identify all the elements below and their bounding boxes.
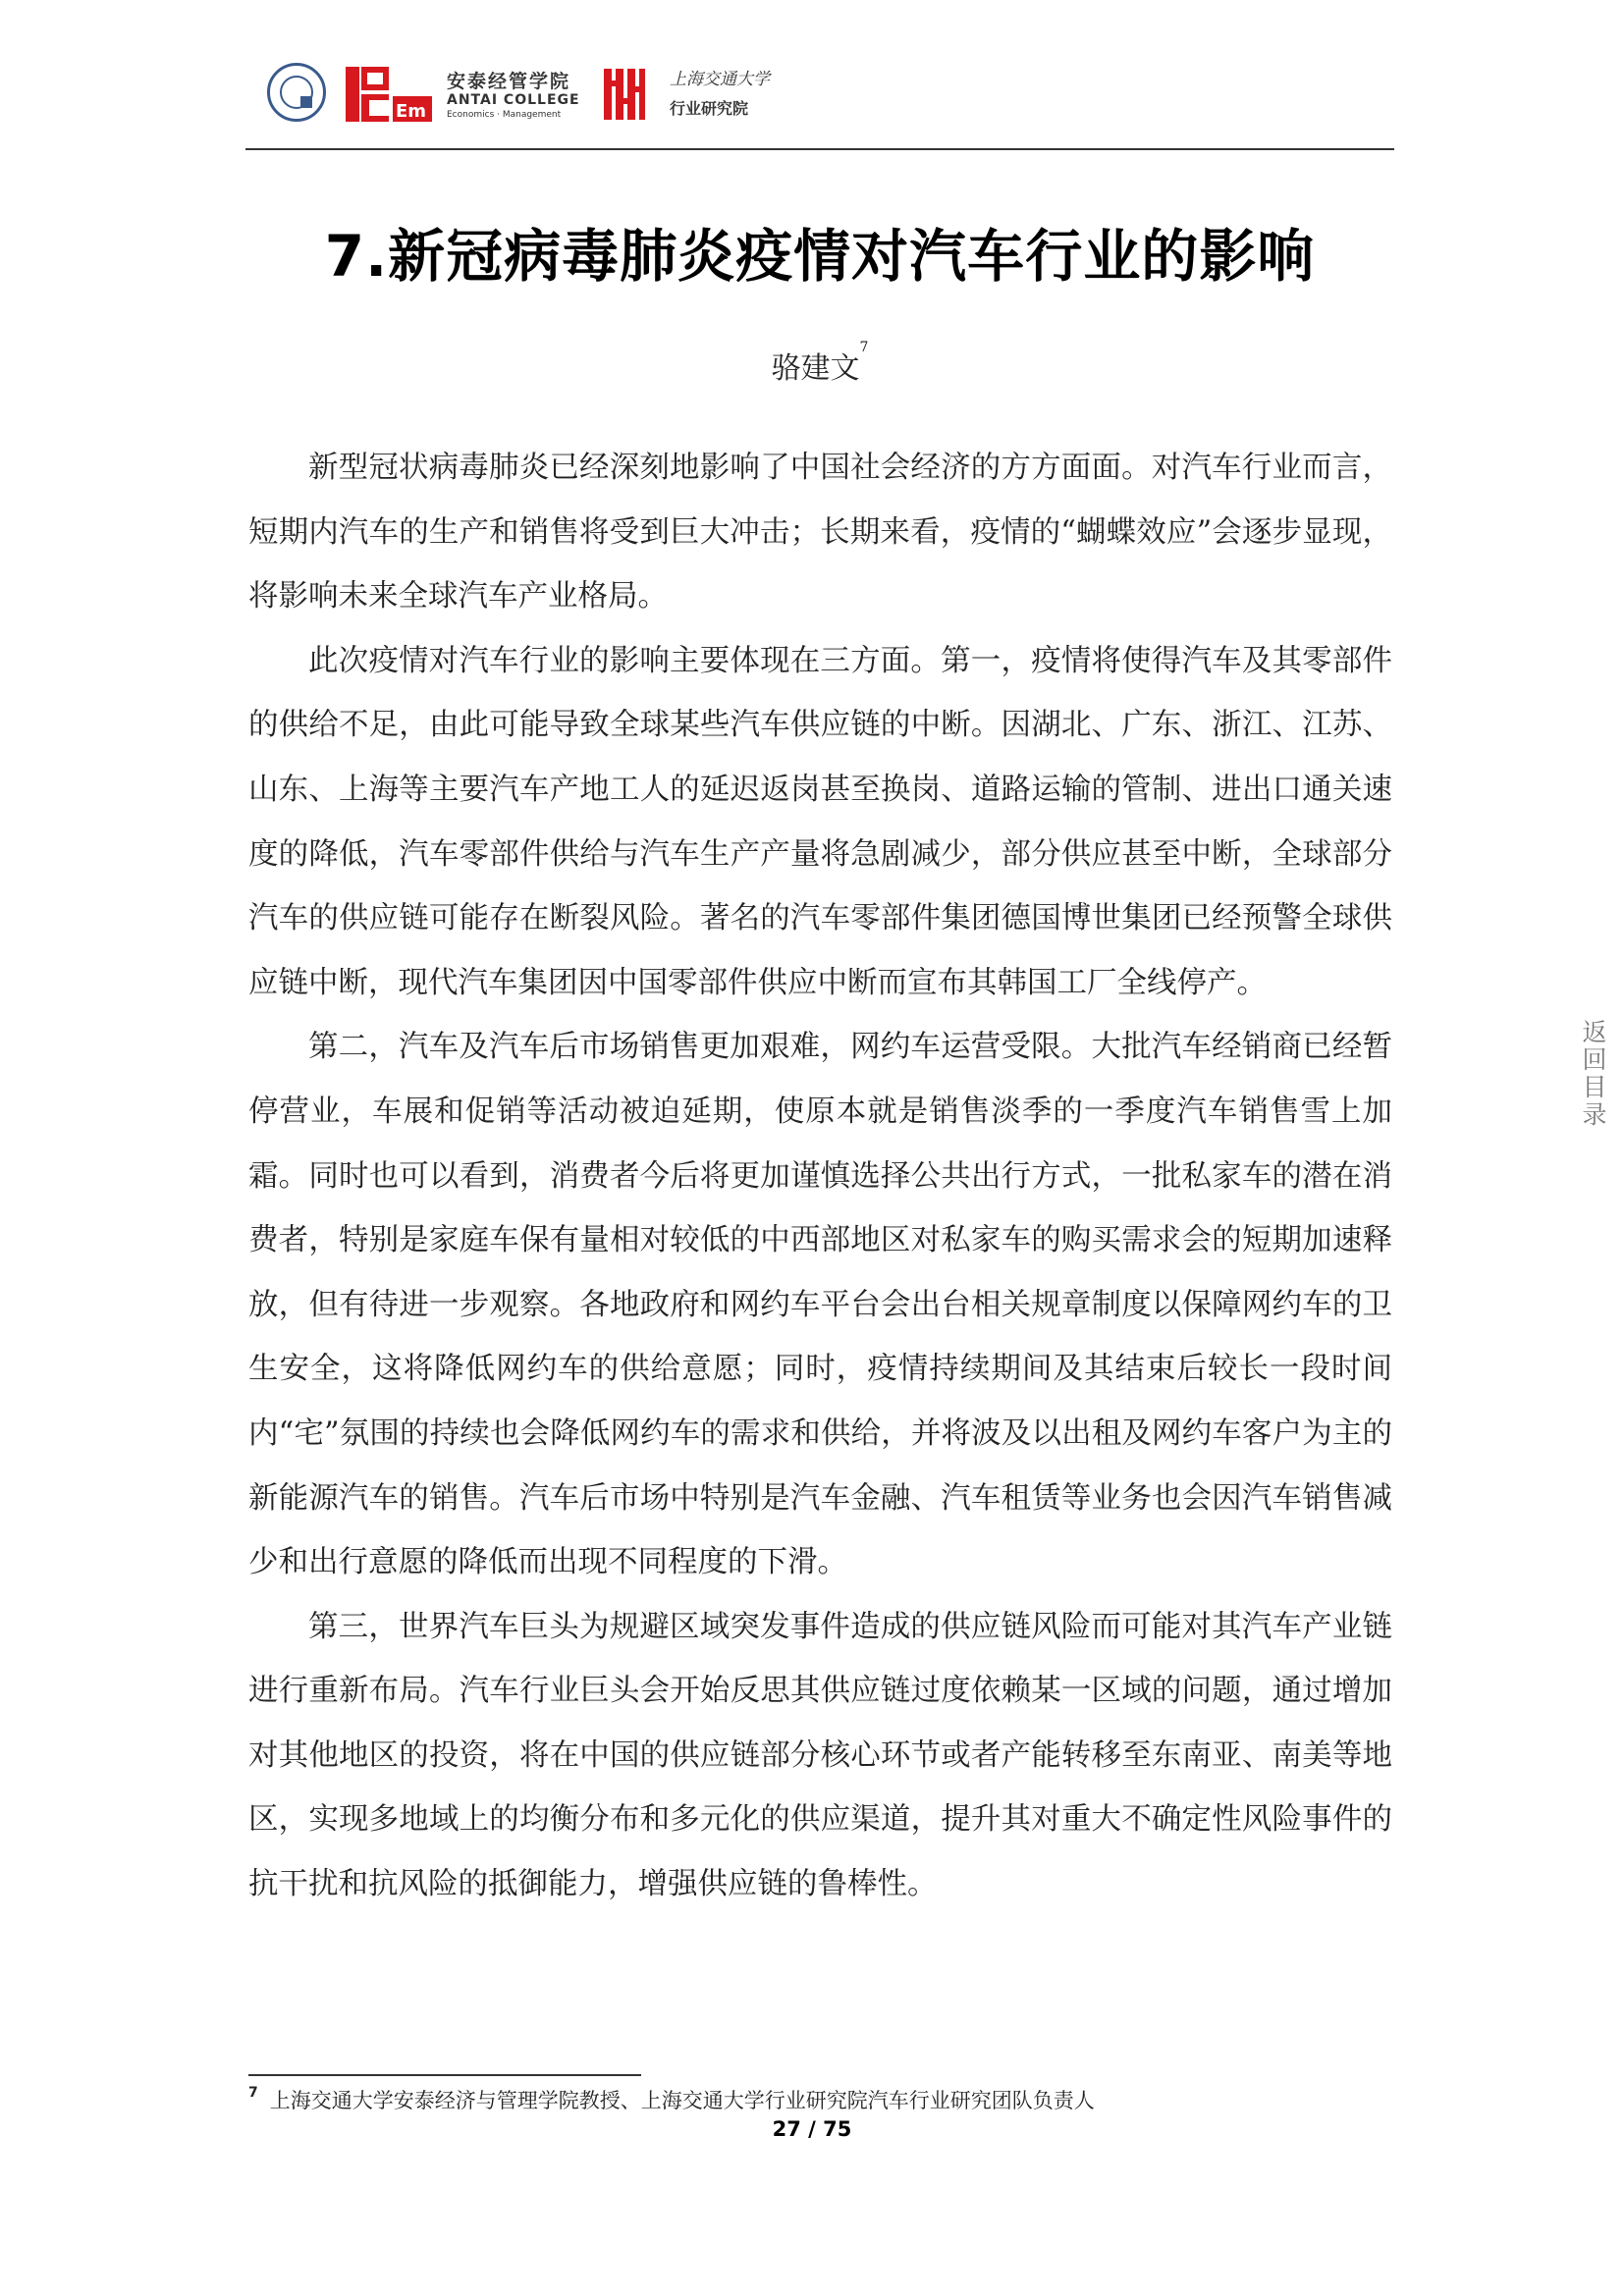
paragraph: 第三，世界汽车巨头为规避区域突发事件造成的供应链风险而可能对其汽车产业链进行重新布局。汽车行业巨头会开始反思其供应链过度依赖某一区域的问题，通过增加对其他地区的投资，将在中国的供应链部分核心环节或者产能转移至东南亚、南美等地区，实现多地域上的均衡分布和多元化的供应渠道，提升其对重大不确定性风险事件的抗干扰和抗风险的抵御能力，增强供应链的鲁棒性。	[248, 1609, 1392, 1902]
footnote	[248, 2085, 1095, 2114]
author-name: 骆建文	[771, 351, 860, 386]
paragraph: 第二，汽车及汽车后市场销售更加艰难，网约车运营受限。大批汽车经销商已经暂停营业，车展和促销等活动被迫延期，使原本就是销售淡季的一季度汽车销售雪上加霜。同时也可以看到，消费者今后将更加谨慎选择公共出行方式，一批私家车的潜在消费者，特别是家庭车保有量相对较低的中西部地区对私家车的购买需求会的短期加速释放，但有待进一步观察。各地政府和网约车平台会出台相关规章制度以保障网约车的卫生安全，这将降低网约车的供给意愿；同时，疫情持续期间及其结束后较长一段时间内“宅”氛围的持续也会降低网约车的需求和供给，并将波及以出租及网约车客户为主的新能源汽车的销售。汽车后市场中特别是汽车金融、汽车租赁等业务也会因汽车销售减少和出行意愿的降低而出现不同程度的下滑。	[248, 1030, 1392, 1580]
article-title: 7.新冠病毒肺炎疫情对汽车行业的影响	[324, 223, 1316, 290]
page-number: 27 / 75	[772, 2117, 852, 2141]
back-to-contents-link[interactable]	[1581, 1019, 1608, 1129]
side-tab-char: 回	[1582, 1045, 1607, 1074]
article-author	[245, 340, 1394, 387]
paragraph: 新型冠状病毒肺炎已经深刻地影响了中国社会经济的方方面面。对汽车行业而言，短期内汽车的生产和销售将受到巨大冲击；长期来看，疫情的“蝴蝶效应”会逐步显现，将影响未来全球汽车产业格局。	[248, 451, 1392, 614]
side-tab-char: 录	[1582, 1100, 1607, 1129]
antai-college-en: ANTAI COLLEGE	[447, 92, 580, 108]
footnote-mark: 7	[248, 2085, 258, 2101]
sjtu-seal-logo	[267, 63, 326, 122]
antai-college-cn: 安泰经管学院	[447, 71, 571, 92]
footnote-divider	[248, 2074, 641, 2076]
side-tab-char: 目	[1582, 1073, 1607, 1101]
article-body	[248, 436, 1392, 1917]
author-footnote-ref[interactable]: 7	[859, 340, 869, 355]
side-tab-char: 返	[1582, 1018, 1607, 1046]
sjtu-calligraphy-name: 上海交通大学	[670, 70, 770, 89]
page-header	[245, 55, 1394, 153]
header-divider	[245, 148, 1394, 150]
antai-college-subtitle: Economics · Management	[447, 110, 562, 120]
industry-institute-name: 行业研究院	[670, 99, 749, 118]
acem-logo	[346, 63, 436, 124]
svg-text:Em: Em	[396, 101, 427, 122]
footnote-text: 上海交通大学安泰经济与管理学院教授、上海交通大学行业研究院汽车行业研究团队负责人	[269, 2089, 1095, 2112]
paragraph: 此次疫情对汽车行业的影响主要体现在三方面。第一，疫情将使得汽车及其零部件的供给不足，由此可能导致全球某些汽车供应链的中断。因湖北、广东、浙江、江苏、山东、上海等主要汽车产地工人的延迟返岗甚至换岗、道路运输的管制、进出口通关速度的降低，汽车零部件供给与汽车生产产量将急剧减少，部分供应甚至中断，全球部分汽车的供应链可能存在断裂风险。著名的汽车零部件集团德国博世集团已经预警全球供应链中断，现代汽车集团因中国零部件供应中断而宣布其韩国工厂全线停产。	[248, 643, 1392, 1000]
industry-institute-logo	[602, 65, 647, 122]
